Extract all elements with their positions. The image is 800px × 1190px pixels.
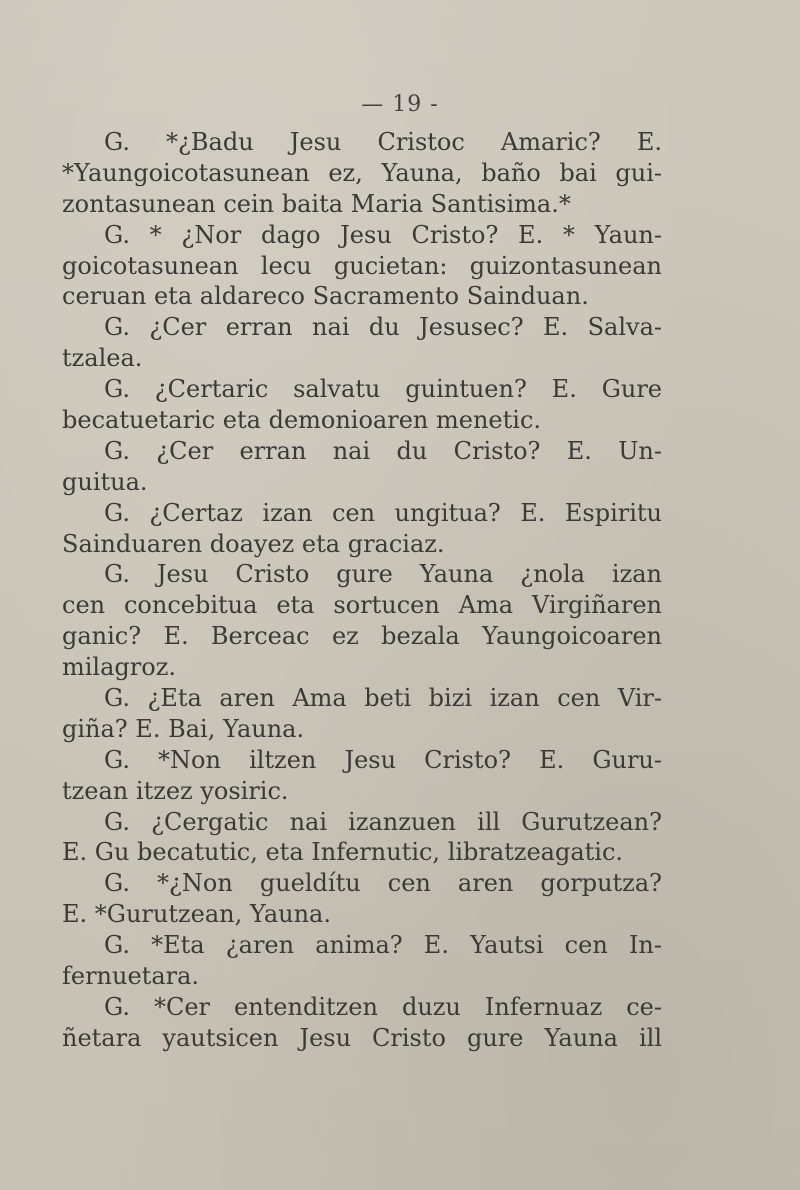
text-line: milagroz. <box>62 653 176 682</box>
text-line: giña? E. Bai, Yauna. <box>62 714 305 743</box>
text-line: G. ¿Cergatic nai izanzuen ill Gurutzean? <box>104 807 662 836</box>
text-line: G. *¿Non gueldítu cen aren gorputza? <box>104 869 662 898</box>
text-line: ganic? E. Berceac ez bezala Yaungoicoaren <box>62 622 662 651</box>
text-line: G. ¿Certaric salvatu guintuen? E. Gure <box>104 375 662 404</box>
text-line: G. *Non iltzen Jesu Cristo? E. Guru- <box>104 745 662 774</box>
text-line: fernuetara. <box>62 962 200 991</box>
text-line: zontasunean cein baita Maria Santisima.* <box>62 189 571 218</box>
text-line: G. *Eta ¿aren anima? E. Yautsi cen In- <box>104 931 662 960</box>
text-line: goicotasunean lecu gucietan: guizontasunean <box>62 251 662 280</box>
text-line: G. Jesu Cristo gure Yauna ¿nola izan <box>104 560 662 589</box>
text-line: G. ¿Cer erran nai du Jesusec? E. Salva- <box>104 313 662 342</box>
text-line: ñetara yautsicen Jesu Cristo gure Yauna ill <box>62 1023 662 1052</box>
text-line: G. ¿Cer erran nai du Cristo? E. Un- <box>104 436 662 465</box>
text-line: tzalea. <box>62 344 143 373</box>
text-line: cen concebitua eta sortucen Ama Virgiñaren <box>62 591 662 620</box>
text-line: becatuetaric eta demonioaren menetic. <box>62 406 542 435</box>
text-line: guitua. <box>62 467 148 496</box>
text-line: G. *¿Badu Jesu Cristoc Amaric? E. <box>104 128 662 156</box>
page-number: — 19 - <box>361 92 439 117</box>
text-line: E. Gu becatutic, eta Infernutic, libratzeagatic. <box>62 838 624 867</box>
text-line: E. *Gurutzean, Yauna. <box>62 900 331 929</box>
text-line: tzean itzez yosiric. <box>62 776 289 805</box>
text-line: G. *Cer entenditzen duzu Infernuaz ce- <box>104 992 662 1021</box>
catechism-text <box>62 127 662 1054</box>
text-line: G. * ¿Nor dago Jesu Cristo? E. * Yaun- <box>104 220 662 249</box>
text-line: G. ¿Certaz izan cen ungitua? E. Espiritu <box>104 498 662 527</box>
text-line: Sainduaren doayez eta graciaz. <box>62 529 445 558</box>
text-line: G. ¿Eta aren Ama beti bizi izan cen Vir- <box>104 684 662 713</box>
text-line: *Yaungoicotasunean ez, Yauna, baño bai gui- <box>62 158 662 187</box>
text-line: ceruan eta aldareco Sacramento Sainduan. <box>62 282 589 311</box>
